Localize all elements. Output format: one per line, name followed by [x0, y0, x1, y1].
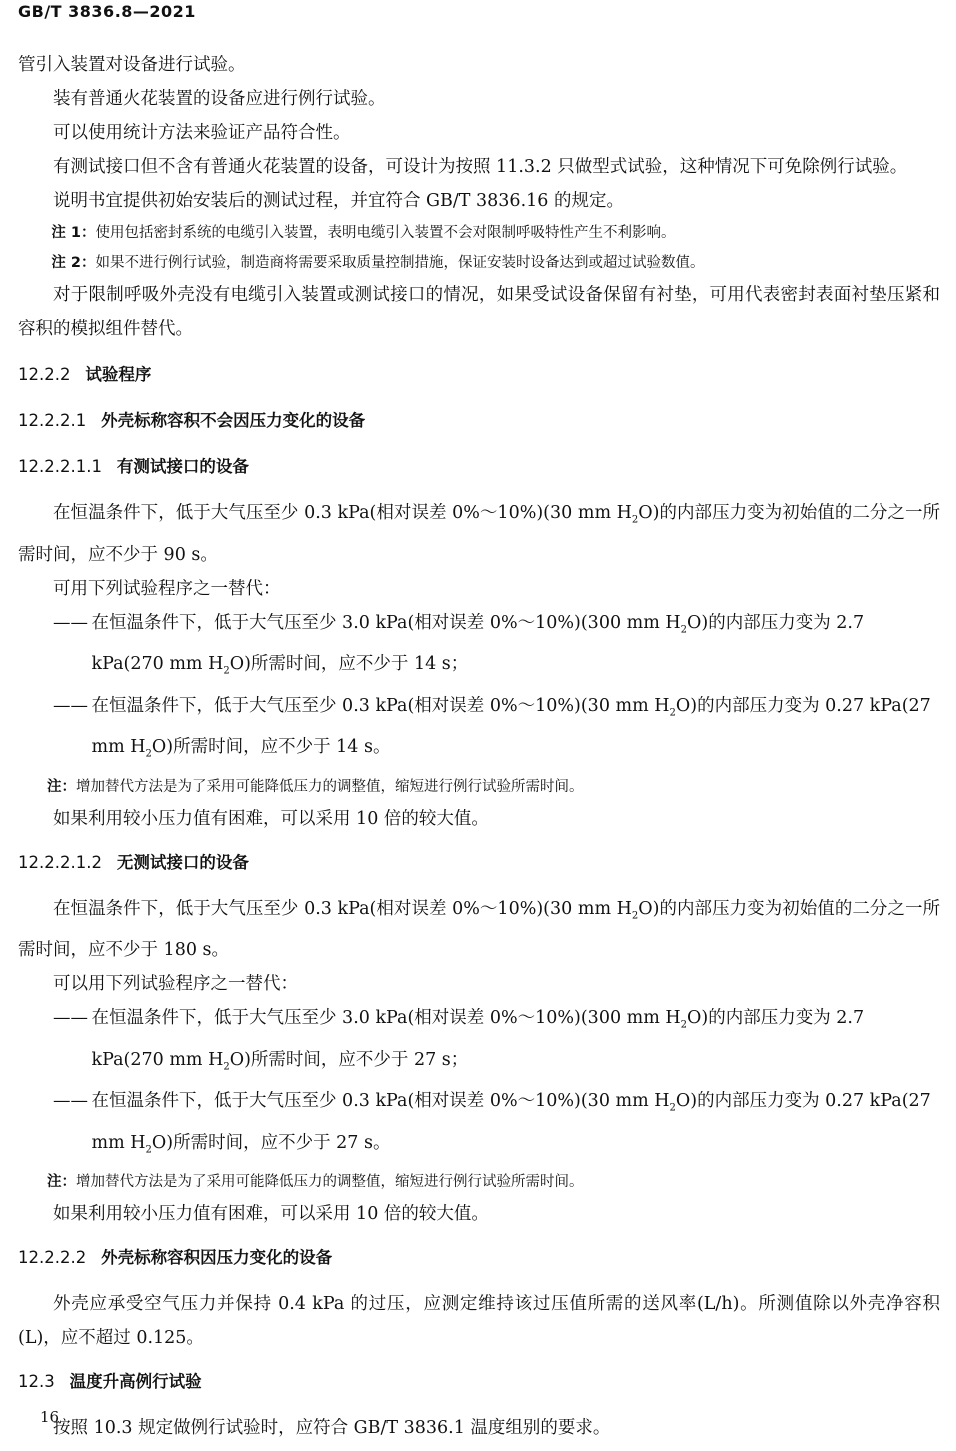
dash-list-item: —— 在恒温条件下，低于大气压至少 0.3 kPa(相对误差 0%～10%)(30 mm $H_2O$)的内部压力变为 0.27 kPa(27 mm $H_2O$)所需时间，应不少于 14 s。 [18, 689, 940, 772]
paragraph: 可以使用统计方法来验证产品符合性。 [53, 123, 351, 143]
document-body [18, 48, 940, 1445]
section-title: 无测试接口的设备 [116, 852, 249, 872]
note-text: 使用包括密封系统的电缆引入装置，表明电缆引入装置不会对限制呼吸特性产生不利影响。 [95, 225, 676, 241]
note-text: 增加替代方法是为了采用可能降低压力的调整值，缩短进行例行试验所需时间。 [76, 778, 584, 795]
dash-list-item: —— 在恒温条件下，低于大气压至少 3.0 kPa(相对误差 0%～10%)(300 mm $H_2O$)的内部压力变为 2.7 kPa(270 mm $H_2O$)所需时间，应不少于 27 s； [18, 1001, 940, 1084]
note-text: 如果不进行例行试验，制造商将需要采取质量控制措施，保证安装时设备达到或超过试验数值。 [95, 255, 705, 271]
paragraph: 按照 10.3 规定做例行试验时，应符合 GB/T 3836.1 温度组别的要求。 [53, 1418, 611, 1438]
note-label: 注 1： [51, 225, 96, 241]
section-title: 外壳标称容积不会因压力变化的设备 [101, 411, 366, 430]
note-label: 注 2： [51, 255, 96, 271]
section-number: 12.3 [18, 1372, 55, 1391]
dash-mark: —— [53, 695, 88, 716]
paragraph: 在恒温条件下，低于大气压至少 0.3 kPa(相对误差 0%～10%)(30 mm $H_2O$)的内部压力变为初始值的二分之一所需时间，应不少于 180 s。 [18, 898, 940, 960]
note-text: 增加替代方法是为了采用可能降低压力的调整值，缩短进行例行试验所需时间。 [76, 1174, 584, 1190]
page-number: 16 [40, 1408, 60, 1426]
paragraph: 有测试接口但不含有普通火花装置的设备，可设计为按照 11.3.2 只做型式试验，这种情况下可免除例行试验。 [53, 157, 908, 177]
paragraph: 装有普通火花装置的设备应进行例行试验。 [53, 89, 386, 109]
standard-code-header: GB/T 3836.8—2021 [18, 2, 196, 21]
dash-list-item: —— 在恒温条件下，低于大气压至少 3.0 kPa(相对误差 0%～10%)(300 mm $H_2O$)的内部压力变为 2.7 kPa(270 mm $H_2O$)所需时间，应不少于 14 s； [18, 606, 940, 689]
section-number: 12.2.2.1.1 [18, 457, 102, 476]
dash-mark: —— [53, 1091, 88, 1111]
paragraph: 如果利用较小压力值有困难，可以采用 10 倍的较大值。 [53, 1204, 489, 1224]
section-title: 试验程序 [85, 365, 152, 384]
paragraph: 可以用下列试验程序之一替代： [53, 974, 298, 994]
dash-list-item: —— 在恒温条件下，低于大气压至少 0.3 kPa(相对误差 0%～10%)(30 mm $H_2O$)的内部压力变为 0.27 kPa(27 mm $H_2O$)所需时间，应不少于 27 s。 [18, 1084, 940, 1167]
section-number: 12.2.2.1 [18, 411, 87, 430]
section-number: 12.2.2.2 [18, 1248, 87, 1267]
section-heading-12-2-2-2 [18, 1243, 940, 1273]
note-4 [18, 1167, 940, 1197]
note-label: 注： [47, 1174, 76, 1190]
note-1 [18, 218, 940, 248]
dash-mark: —— [53, 612, 88, 633]
paragraph: 说明书宜提供初始安装后的测试过程，并宜符合 GB/T 3836.16 的规定。 [53, 191, 624, 211]
section-heading-12-2-2-1-2 [18, 848, 940, 878]
section-number: 12.2.2.1.2 [18, 852, 102, 872]
section-heading-12-2-2-1 [18, 406, 940, 436]
note-3 [18, 772, 940, 802]
note-label: 注： [47, 778, 76, 795]
paragraph: 如果利用较小压力值有困难，可以采用 10 倍的较大值。 [53, 808, 489, 829]
paragraph: 管引入装置对设备进行试验。 [18, 55, 246, 75]
section-number: 12.2.2 [18, 365, 71, 384]
paragraph: 对于限制呼吸外壳没有电缆引入装置或测试接口的情况，如果受试设备保留有衬垫，可用代表密封表面衬垫压紧和容积的模拟组件替代。 [18, 285, 940, 339]
dash-mark: —— [53, 1008, 88, 1028]
section-heading-12-3 [18, 1367, 940, 1397]
section-title: 温度升高例行试验 [69, 1372, 202, 1391]
paragraph: 在恒温条件下，低于大气压至少 0.3 kPa(相对误差 0%～10%)(30 mm $H_2O$)的内部压力变为初始值的二分之一所需时间，应不少于 90 s。 [18, 503, 940, 565]
section-heading-12-2-2-1-1 [18, 452, 940, 482]
section-title: 外壳标称容积因压力变化的设备 [101, 1248, 333, 1267]
section-heading-12-2-2 [18, 360, 940, 390]
section-title: 有测试接口的设备 [116, 457, 249, 476]
paragraph: 可用下列试验程序之一替代： [53, 578, 281, 599]
note-2 [18, 248, 940, 278]
paragraph: 外壳应承受空气压力并保持 0.4 kPa 的过压，应测定维持该过压值所需的送风率(L/h)。所测值除以外壳净容积(L)，应不超过 0.125。 [18, 1294, 940, 1348]
